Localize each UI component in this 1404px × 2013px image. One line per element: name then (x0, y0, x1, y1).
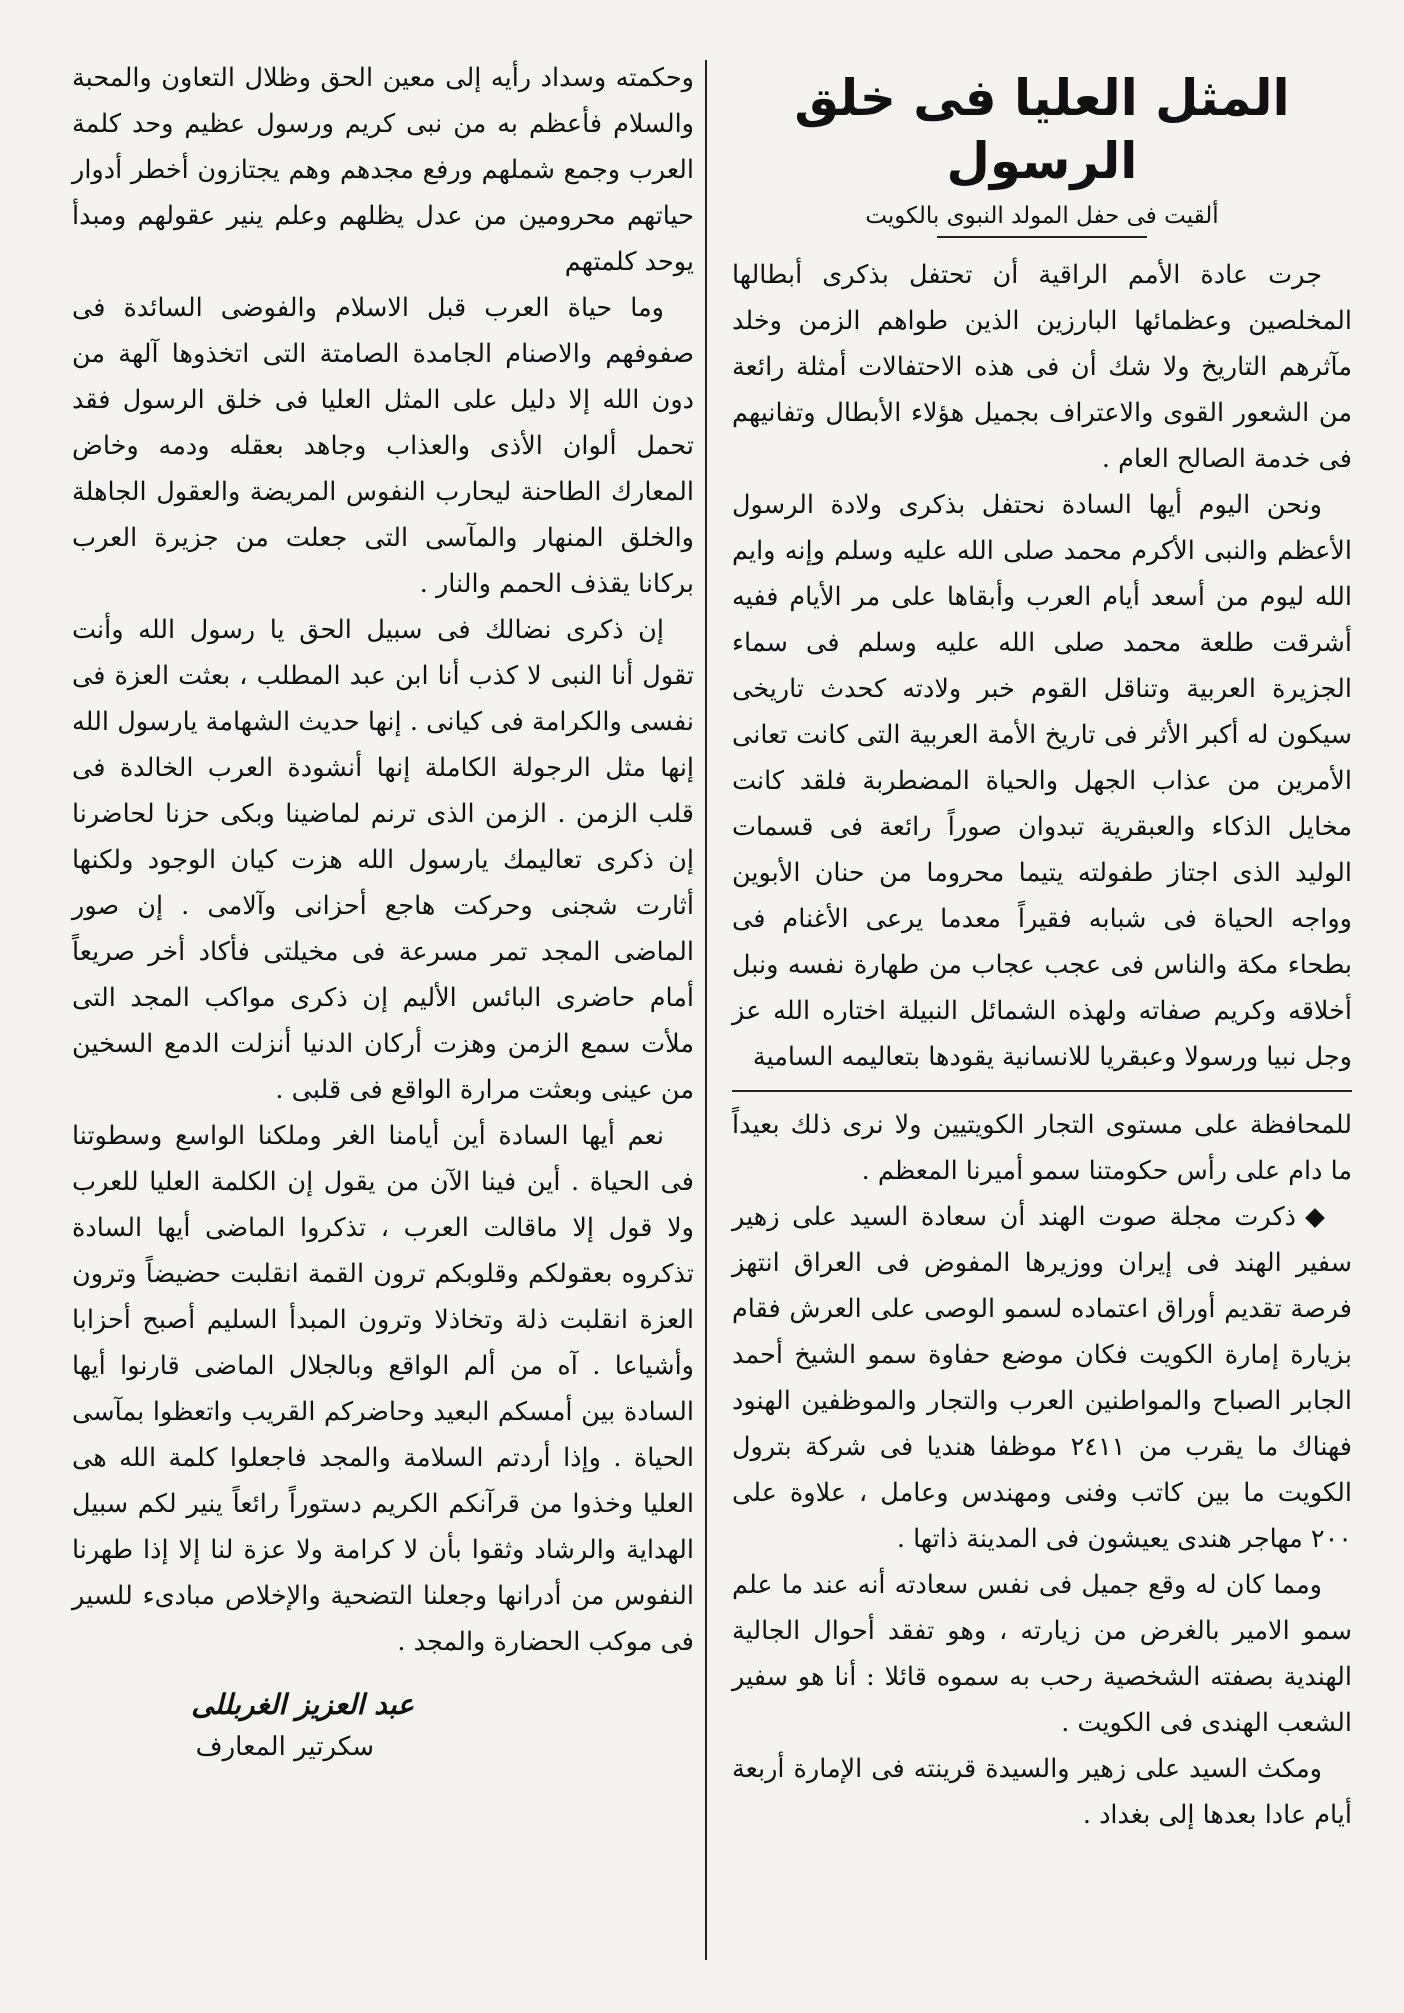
right-column (732, 55, 1352, 1838)
author-signature (72, 1683, 694, 1767)
author-name: عبد العزيز الغربللى (191, 1688, 414, 1721)
article-subtitle: ألقيت فى حفل المولد النبوى بالكويت (865, 203, 1219, 229)
diamond-bullet-icon (1305, 1208, 1325, 1228)
article-paragraph: وما حياة العرب قبل الاسلام والفوضى السائدة فى صفوفهم والاصنام الجامدة الصامتة التى اتخذوها آلهة من دون الله إلا دليل على المثل العليا فى خلق الرسول فقد تحمل ألوان الأذى والعذاب وجاهد بعقله ودمه وخاض المعارك الطاحنة ليحارب النفوس المريضة والعقول الجاهلة والخلق المنهار والمآسى التى جعلت من جزيرة العرب بركانا يقذف الحمم والنار . (72, 293, 694, 599)
left-column (72, 55, 694, 1767)
news-item-paragraph (732, 1194, 1352, 1562)
author-title: سكرتير المعارف (195, 1732, 374, 1762)
news-continued-paragraph: للمحافظة على مستوى التجار الكويتيين ولا نرى ذلك بعيداً ما دام على رأس حكومتنا سمو أميرنا المعظم . (732, 1110, 1352, 1187)
subtitle-underline (937, 236, 1147, 238)
news-item-text: ذكرت مجلة صوت الهند أن سعادة السيد على زهير سفير الهند فى إيران ووزيرها المفوض فى العراق انتهز فرصة تقديم أوراق اعتماده لسمو الوصى على العرش فقام بزيارة إمارة الكويت فكان موضع حفاوة سمو الشيخ أحمد الجابر الصباح والمواطنين العرب والتجار والموظفين الهنود فهناك ما يقرب من ٢٤١١ موظفا هنديا فى شركة بترول الكويت ما بين كاتب وفنى ومهندس وعامل ، علاوة على ٢٠٠ مهاجر هندى يعيشون فى المدينة ذاتها . (732, 1202, 1352, 1555)
article-paragraph: ونحن اليوم أيها السادة نحتفل بذكرى ولادة الرسول الأعظم والنبى الأكرم محمد صلى الله عليه وسلم وإنه وايم الله ليوم من أسعد أيام العرب وأبقاها على مر الأيام ففيه أشرقت طلعة محمد صلى الله عليه وسلم فى سماء الجزيرة العربية وتناقل القوم خبر ولادته كحدث تاريخى سيكون له أكبر الأثر فى تاريخ الأمة العربية التى كانت تعانى الأمرين من عذاب الجهل والحياة المضطربة فلقد كانت مخايل الذكاء والعبقرية تبدوان صوراً رائعة فى قسمات الوليد الذى اجتاز طفولته يتيما محروما من حنان الأبوين وواجه الحياة فى شبابه فقيراً معدما يرعى الأغنام فى بطحاء مكة والناس فى عجب عجاب من طهارة نفسه ونبل أخلاقه وكريم صفاته ولهذه الشمائل النبيلة اختاره الله عز وجل نبيا ورسولا وعبقريا للانسانية يقودها بتعاليمه السامية (732, 490, 1352, 1073)
article-paragraph: وحكمته وسداد رأيه إلى معين الحق وظلال التعاون والمحبة والسلام فأعظم به من نبى كريم ورسول عظيم وحد كلمة العرب وجمع شملهم ورفع مجدهم وهم يجتازون أخطر أدوار حياتهم محرومين من عدل يظلهم وعلم ينير عقولهم ومبدأ يوحد كلمتهم (72, 63, 694, 277)
article-title: المثل العليا فى خلق الرسول (794, 69, 1290, 190)
article-paragraph: نعم أيها السادة أين أيامنا الغر وملكنا الواسع وسطوتنا فى الحياة . أين فينا الآن من يقول إن الكلمة العليا للعرب ولا قول إلا ماقالت العرب ، تذكروا الماضى أيها السادة تذكروه بعقولكم وقلوبكم ترون القمة انقلبت حضيضاً وترون العزة انقلبت ذلة وتخاذلا وترون المبدأ السليم أصبح أحزابا وأشياعا . آه من ألم الواقع وبالجلال الماضى قارنوا أيها السادة بين أمسكم البعيد وحاضركم القريب واتعظوا بمآسى الحياة . وإذا أردتم السلامة والمجد فاجعلوا كلمة الله هى العليا وخذوا من قرآنكم الكريم دستوراً رائعاً ينير لكم سبيل الهداية والرشاد وثقوا بأن لا كرامة ولا عزة لنا إلا إذا طهرنا النفوس من أدرانها وجعلنا التضحية والإخلاص مبادىء للسير فى موكب الحضارة والمجد . (72, 1121, 694, 1657)
article-paragraph: إن ذكرى نضالك فى سبيل الحق يا رسول الله وأنت تقول أنا النبى لا كذب أنا ابن عبد المطلب ، بعثت العزة فى نفسى والكرامة فى كيانى . إنها حديث الشهامة يارسول الله إنها مثل الرجولة الكاملة إنها أنشودة العرب الخالدة فى قلب الزمن . الزمن الذى ترنم لماضينا وبكى حزنا لحاضرنا إن ذكرى تعاليمك يارسول الله هزت كيان الوجود ولكنها أثارت شجنى وحركت هاجع أحزانى وآلامى . إن صور الماضى المجد تمر مسرعة فى مخيلتى فأكاد أخر صريعاً أمام حاضرى البائس الأليم إن ذكرى مواكب المجد التى ملأت سمع الزمن وهزت أركان الدنيا أنزلت الدمع السخين من عينى وبعثت مرارة الواقع فى قلبى . (72, 615, 694, 1105)
section-divider (732, 1090, 1352, 1092)
news-item-paragraph: ومكث السيد على زهير والسيدة قرينته فى الإمارة أربعة أيام عادا بعدها إلى بغداد . (732, 1754, 1352, 1831)
news-item-paragraph: ومما كان له وقع جميل فى نفس سعادته أنه عند ما علم سمو الامير بالغرض من زيارته ، وهو تفقد أحوال الجالية الهندية بصفته الشخصية رحب به سموه قائلا : أنا هو سفير الشعب الهندى فى الكويت . (732, 1570, 1352, 1739)
article-paragraph: جرت عادة الأمم الراقية أن تحتفل بذكرى أبطالها المخلصين وعظمائها البارزين الذين طواهم الزمن وخلد مآثرهم التاريخ ولا شك أن فى هذه الاحتفالات أمثلة رائعة من الشعور القوى والاعتراف بجميل هؤلاء الأبطال وتفانيهم فى خدمة الصالح العام . (732, 260, 1352, 475)
column-divider (705, 60, 707, 1960)
